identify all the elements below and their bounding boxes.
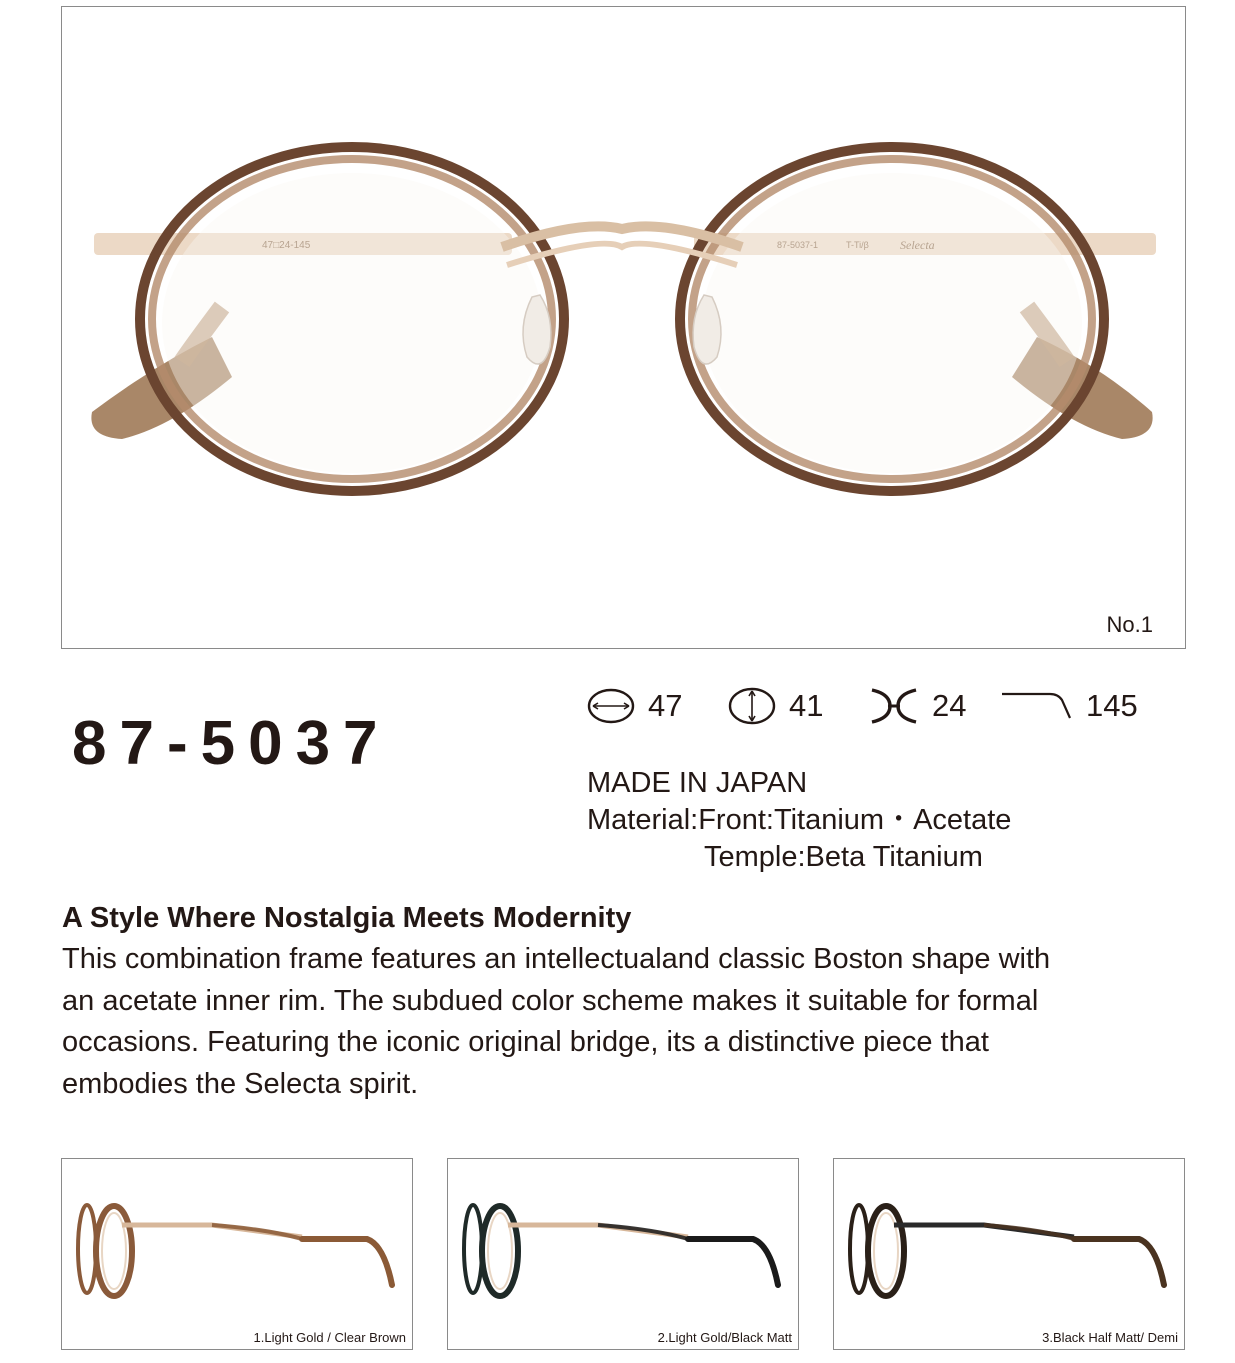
photo-number-label: No.1 (1106, 612, 1153, 637)
description-body (62, 939, 1142, 1105)
glasses-front-illustration (62, 7, 1187, 650)
temple-tip (688, 1239, 778, 1285)
lens-height-value: 41 (789, 688, 824, 723)
variant-thumbnail-1[interactable] (61, 1158, 413, 1350)
variant-thumbnail-2[interactable] (447, 1158, 799, 1350)
variant-caption: 1.Light Gold / Clear Brown (253, 1330, 406, 1345)
bridge-width-value: 24 (932, 688, 967, 723)
origin-label: MADE IN JAPAN (587, 767, 808, 799)
lens-height-icon (727, 686, 777, 726)
bridge-width-icon (868, 686, 920, 726)
description-line: embodies the Selecta spirit. (62, 1067, 419, 1100)
temple-length-icon (1000, 686, 1074, 726)
product-description (62, 897, 1142, 1105)
lens-width-measure (586, 682, 682, 730)
material-temple-label: Temple:Beta Titanium (704, 841, 983, 873)
lens-width-icon (586, 686, 636, 726)
temple-length-value: 145 (1086, 688, 1138, 723)
glasses-side-illustration (62, 1159, 414, 1351)
lens-width-value: 47 (648, 688, 683, 723)
variant-caption: 3.Black Half Matt/ Demi (1042, 1330, 1178, 1345)
temple-length-measure (1000, 682, 1138, 730)
temple-print-size: 47□24-145 (262, 240, 311, 251)
description-line: an acetate inner rim. The subdued color scheme makes it suitable for formal (62, 984, 1039, 1017)
main-product-photo (61, 6, 1186, 649)
bridge-width-measure (868, 682, 966, 730)
model-number: 87-5037 (72, 709, 391, 778)
description-line: occasions. Featuring the iconic original bridge, its a distinctive piece that (62, 1026, 989, 1058)
variant-caption: 2.Light Gold/Black Matt (657, 1330, 792, 1345)
lens-height-measure (727, 682, 823, 730)
description-heading: A Style Where Nostalgia Meets Modernity (62, 902, 632, 934)
measurements-row (586, 682, 1186, 730)
temple-print-brand: Selecta (900, 238, 935, 252)
temple-tip (302, 1239, 392, 1285)
temple-tip (1074, 1239, 1164, 1285)
variant-thumbnail-3[interactable] (833, 1158, 1185, 1350)
glasses-side-illustration (834, 1159, 1186, 1351)
glasses-side-illustration (448, 1159, 800, 1351)
temple-print-material: T-Ti/β (846, 240, 869, 250)
spec-block (587, 765, 1011, 876)
temple-print-model: 87-5037-1 (777, 240, 819, 250)
material-front-label: Material:Front:Titanium・Acetate (587, 804, 1012, 836)
description-line: This combination frame features an intellectualand classic Boston shape with (62, 943, 1051, 975)
